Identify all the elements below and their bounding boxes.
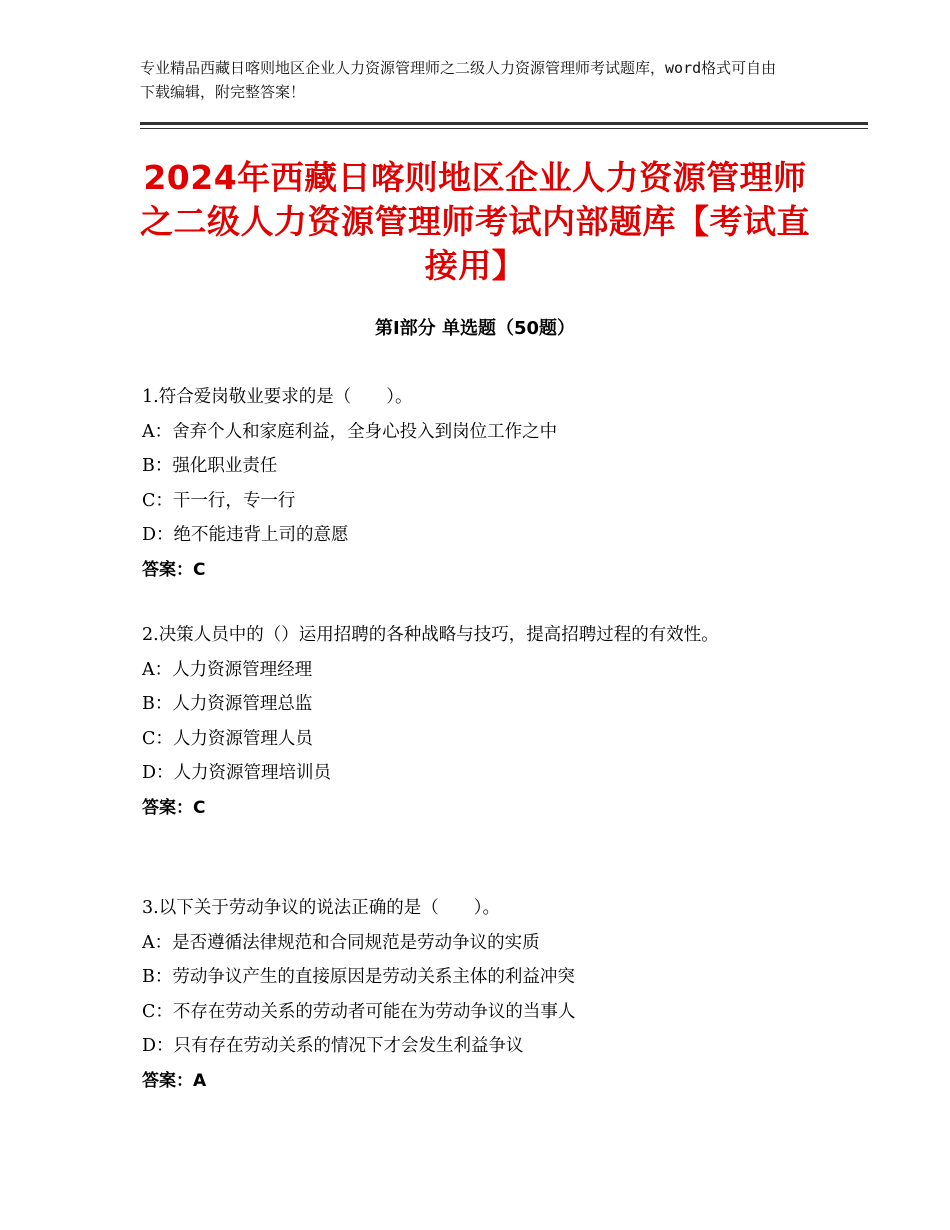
question-stem: 3.以下关于劳动争议的说法正确的是（ ）。: [142, 898, 500, 918]
option-d: D：只有存在劳动关系的情况下才会发生利益争议: [142, 1036, 524, 1056]
question-stem: 2.决策人员中的（）运用招聘的各种战略与技巧，提高招聘过程的有效性。: [142, 625, 719, 645]
document-title: 2024年西藏日喀则地区企业人力资源管理师之二级人力资源管理师考试内部题库【考试直接用】: [140, 158, 810, 285]
question-2: [142, 618, 822, 825]
option-a: A：是否遵循法律规范和合同规范是劳动争议的实质: [142, 932, 540, 953]
answer: 答案：C: [142, 797, 206, 818]
question-1: [142, 380, 822, 587]
question-stem: 1.符合爱岗敬业要求的是（ ）。: [142, 387, 413, 407]
option-d: D：绝不能违背上司的意愿: [142, 525, 349, 545]
section-heading: 第Ⅰ部分 单选题（50题）: [374, 318, 575, 339]
option-b: B：劳动争议产生的直接原因是劳动关系主体的利益冲突: [142, 967, 575, 987]
header-rule-thin: [140, 128, 868, 129]
option-a: A：舍弃个人和家庭利益，全身心投入到岗位工作之中: [142, 421, 558, 442]
option-c: C：不存在劳动关系的劳动者可能在为劳动争议的当事人: [142, 1001, 576, 1022]
answer: 答案：A: [142, 1070, 207, 1091]
header-note: 专业精品西藏日喀则地区企业人力资源管理师之二级人力资源管理师考试题库，word格式可自由下载编辑，附完整答案！: [140, 59, 777, 101]
answer: 答案：C: [142, 559, 206, 580]
option-c: C：人力资源管理人员: [142, 728, 313, 749]
option-b: B：人力资源管理总监: [142, 694, 313, 714]
option-a: A：人力资源管理经理: [142, 659, 313, 680]
question-3: [142, 891, 822, 1098]
option-d: D：人力资源管理培训员: [142, 763, 332, 783]
option-b: B：强化职业责任: [142, 456, 278, 476]
option-c: C：干一行，专一行: [142, 490, 296, 511]
header-rule-thick: [140, 122, 868, 125]
